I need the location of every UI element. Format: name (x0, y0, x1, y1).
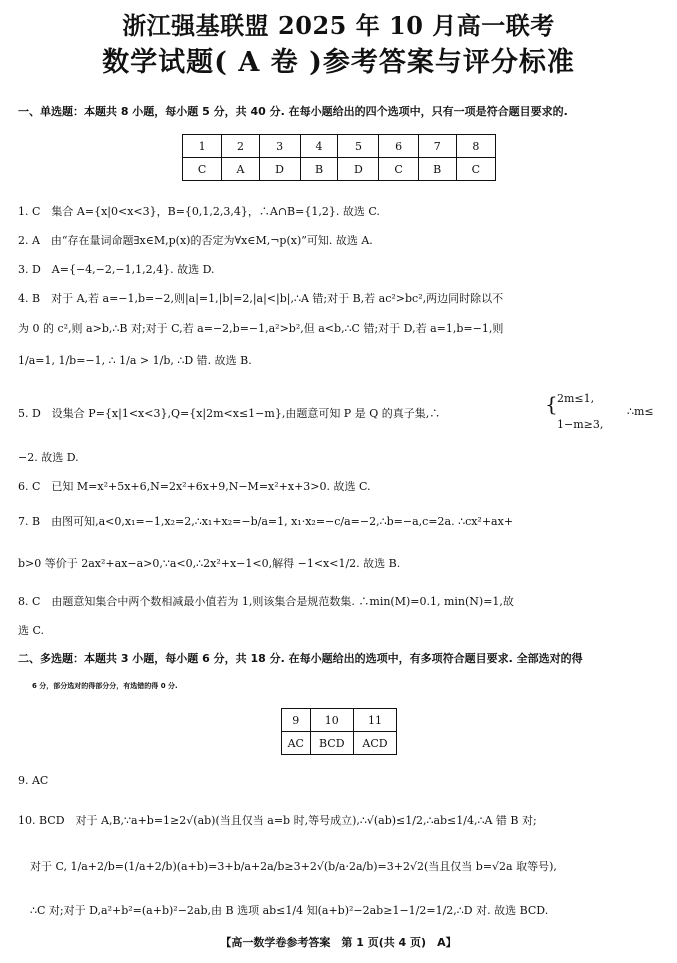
table-cell: 10 (310, 709, 354, 732)
table-cell: 6 (379, 135, 418, 158)
table-row (282, 732, 397, 755)
solution-5-system-1: 2m≤1, (557, 392, 595, 405)
solution-2: 2. A 由“存在量词命题∃x∈M,p(x)的否定为∀x∈M,¬p(x)”可知. 故选 A. (18, 234, 373, 247)
table-cell: A (222, 158, 259, 181)
solution-4-line3: 1/a=1, 1/b=−1, ∴ 1/a > 1/b, ∴D 错. 故选 B. (18, 354, 252, 367)
table-row (282, 709, 397, 732)
solution-6: 6. C 已知 M=x²+5x+6,N=2x²+6x+9,N−M=x²+x+3>0. 故选 C. (18, 480, 371, 493)
table-cell: 1 (183, 135, 222, 158)
table-cell: ACD (354, 732, 397, 755)
section2-heading-line2: 6 分，部分选对的得部分分，有选错的得 0 分. (32, 682, 178, 690)
page-footer: 【高一数学卷参考答案 第 1 页(共 4 页) A】 (220, 936, 457, 949)
solution-7-line1: 7. B 由图可知,a<0,x₁=−1,x₂=2,∴x₁+x₂=−b/a=1, x₁·x₂=−c/a=−2,∴b=−a,c=2a. ∴cx²+ax+ (18, 515, 514, 528)
table-cell: BCD (310, 732, 354, 755)
solution-7-line2: b>0 等价于 2ax²+ax−a>0,∵a<0,∴2x²+x−1<0,解得 −1<x<1/2. 故选 B. (18, 557, 401, 570)
solution-5-tail: ∴m≤ (627, 405, 654, 418)
solution-4-line1: 4. B 对于 A,若 a=−1,b=−2,则|a|=1,|b|=2,|a|<|b|,∴A 错;对于 B,若 ac²>bc²,两边同时除以不 (18, 292, 504, 305)
table-cell: B (418, 158, 456, 181)
table-cell: C (183, 158, 222, 181)
table-row (183, 158, 496, 181)
solution-1: 1. C 集合 A={x|0<x<3}，B={0,1,2,3,4}，∴A∩B={1,2}. 故选 C. (18, 205, 380, 218)
section1-heading: 一、单选题：本题共 8 小题，每小题 5 分，共 40 分. 在每小题给出的四个选项中，只有一项是符合题目要求的. (18, 105, 568, 118)
solution-10-line2: 对于 C, 1/a+2/b=(1/a+2/b)(a+b)=3+b/a+2a/b≥3+2√(b/a·2a/b)=3+2√2(当且仅当 b=√2a 取等号), (30, 860, 557, 873)
table-cell: C (456, 158, 495, 181)
page-subtitle: 数学试题( A 卷 )参考答案与评分标准 (102, 47, 575, 78)
solution-5-system-2: 1−m≥3, (557, 418, 604, 431)
answer-table-1 (182, 134, 496, 181)
section2-heading-line1: 二、多选题：本题共 3 小题，每小题 6 分，共 18 分. 在每小题给出的选项中，有多项符合题目要求. 全部选对的得 (18, 652, 583, 665)
table-cell: 11 (354, 709, 397, 732)
answer-table-2 (281, 708, 397, 755)
solution-3: 3. D A={−4,−2,−1,1,2,4}. 故选 D. (18, 263, 215, 276)
table-cell: 4 (300, 135, 338, 158)
table-cell: 7 (418, 135, 456, 158)
table-cell: 2 (222, 135, 259, 158)
page-title: 浙江强基联盟 2025 年 10 月高一联考 (122, 11, 555, 40)
brace-glyph: { (545, 392, 558, 416)
table-cell: C (379, 158, 418, 181)
table-cell: AC (282, 732, 311, 755)
solution-10-line3: ∴C 对;对于 D,a²+b²=(a+b)²−2ab,由 B 选项 ab≤1/4 知(a+b)²−2ab≥1−1/2=1/2,∴D 对. 故选 BCD. (30, 904, 549, 917)
table-cell: 3 (259, 135, 300, 158)
table-cell: D (338, 158, 379, 181)
solution-9: 9. AC (18, 774, 49, 787)
table-cell: D (259, 158, 300, 181)
solution-10-line1: 10. BCD 对于 A,B,∵a+b=1≥2√(ab)(当且仅当 a=b 时,等号成立),∴√(ab)≤1/2,∴ab≤1/4,∴A 错 B 对; (18, 814, 537, 827)
solution-5-line2: −2. 故选 D. (18, 451, 79, 464)
solution-4-line2: 为 0 的 c²,则 a>b,∴B 对;对于 C,若 a=−2,b=−1,a²>b²,但 a<b,∴C 错;对于 D,若 a=1,b=−1,则 (18, 322, 504, 335)
table-row (183, 135, 496, 158)
table-cell: 9 (282, 709, 311, 732)
solution-8-line1: 8. C 由题意知集合中两个数相减最小值若为 1,则该集合是规范数集. ∴min(M)=0.1, min(N)=1,故 (18, 595, 514, 608)
table-cell: 8 (456, 135, 495, 158)
table-cell: 5 (338, 135, 379, 158)
table-cell: B (300, 158, 338, 181)
solution-5-line1: 5. D 设集合 P={x|1<x<3},Q={x|2m<x≤1−m},由题意可知 P 是 Q 的真子集,∴ (18, 407, 441, 420)
solution-8-line2: 选 C. (18, 624, 45, 637)
